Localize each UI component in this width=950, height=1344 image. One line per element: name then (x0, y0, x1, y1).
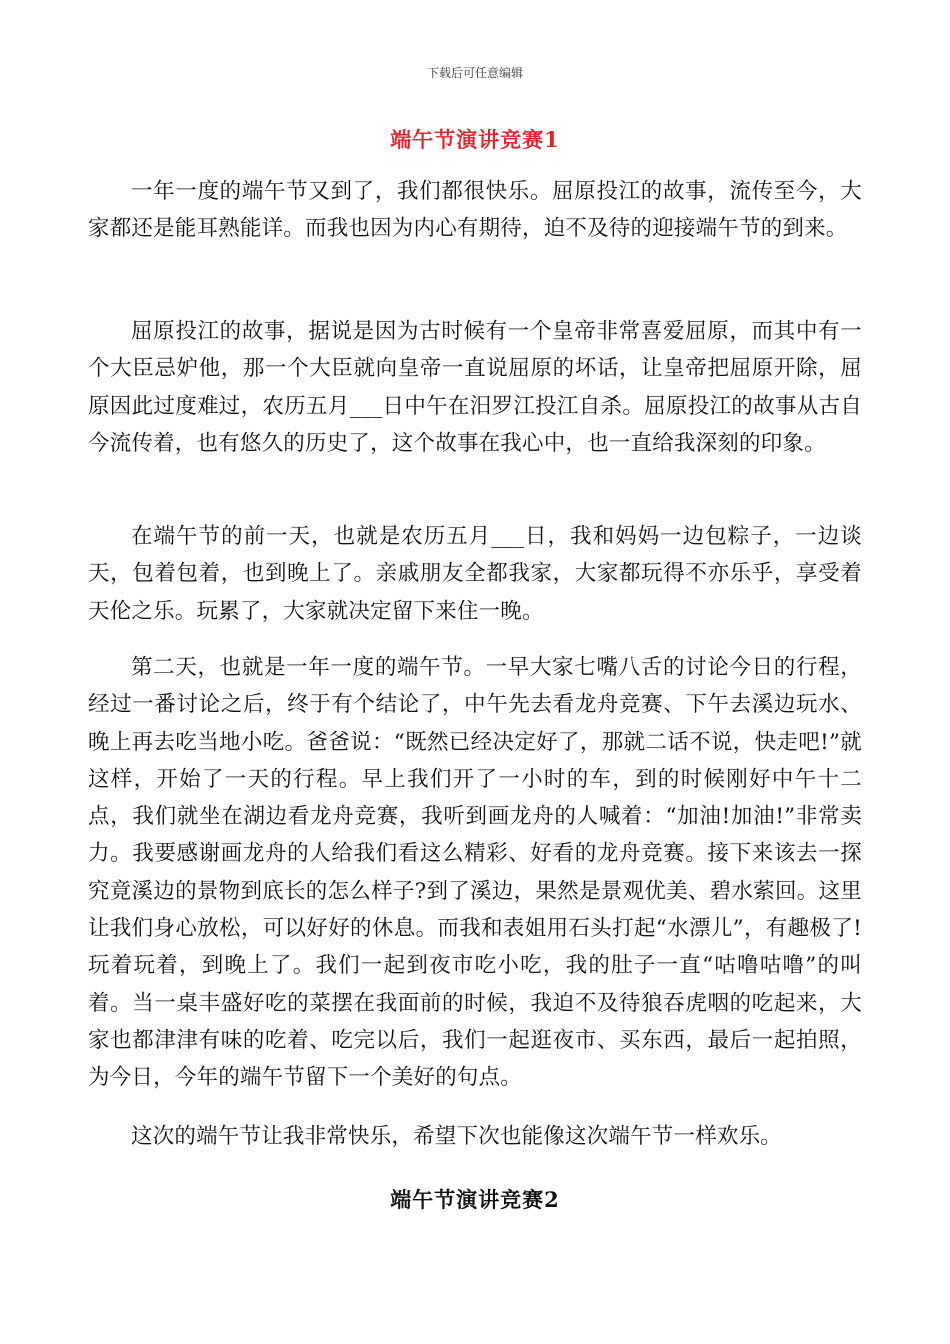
header-note: 下载后可任意编辑 (426, 66, 523, 80)
paragraph-1: 一年一度的端午节又到了，我们都很快乐。屈原投江的故事，流传至今，大家都还是能耳熟能详。而我也因为内心有期待，迫不及待的迎接端午节的到来。 (88, 179, 862, 242)
paragraph-4: 第二天，也就是一年一度的端午节。一早大家七嘴八舌的讨论今日的行程，经过一番讨论之后，终于有个结论了，中午先去看龙舟竞赛、下午去溪边玩水、晚上再去吃当地小吃。爸爸说：“既然已经决定好了，那就二话不说，快走吧!”就这样，开始了一天的行程。早上我们开了一小时的车，到的时候刚好中午十二点，我们就坐在湖边看龙舟竞赛，我听到画龙舟的人喊着：“加油!加油!”非常卖力。我要感谢画龙舟的人给我们看这么精彩、好看的龙舟竞赛。接下来该去一探究竟溪边的景物到底长的怎么样子?到了溪边，果然是景观优美、碧水萦回。这里让我们身心放松，可以好好的休息。而我和表姐用石头打起“水漂儿”，有趣极了!玩着玩着，到晚上了。我们一起到夜市吃小吃，我的肚子一直“咕噜咕噜”的叫着。当一桌丰盛好吃的菜摆在我面前的时候，我迫不及待狼吞虎咽的吃起来，大家也都津津有味的吃着、吃完以后，我们一起逛夜市、买东西，最后一起拍照，为今日，今年的端午节留下一个美好的句点。 (88, 655, 862, 1091)
paragraph-3: 在端午节的前一天，也就是农历五月___日，我和妈妈一边包粽子，一边谈天，包着包着，也到晚上了。亲戚朋友全都我家，大家都玩得不亦乐乎，享受着天伦之乐。玩累了，大家就决定留下来住一晚。 (88, 524, 862, 624)
paragraph-5: 这次的端午节让我非常快乐，希望下次也能像这次端午节一样欢乐。 (131, 1124, 783, 1149)
section-2-title: 端午节演讲竞赛2 (390, 1187, 560, 1212)
section-1-title: 端午节演讲竞赛1 (390, 127, 560, 152)
paragraph-2: 屈原投江的故事，据说是因为古时候有一个皇帝非常喜爱屈原，而其中有一个大臣忌妒他，那一个大臣就向皇帝一直说屈原的坏话，让皇帝把屈原开除，屈原因此过度难过，农历五月___日中午在汨罗江投江自杀。屈原投江的故事从古自今流传着，也有悠久的历史了，这个故事在我心中，也一直给我深刻的印象。 (88, 319, 862, 456)
